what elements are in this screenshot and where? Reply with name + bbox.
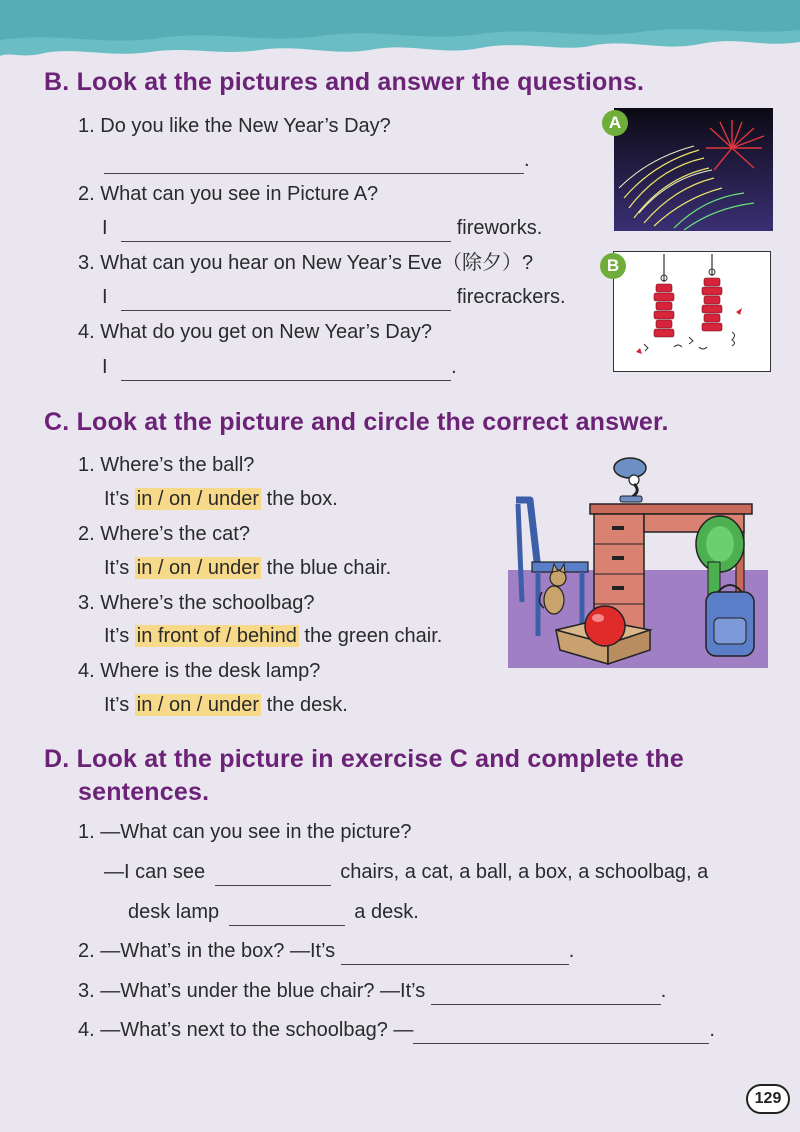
answer-suffix: fireworks. (456, 217, 543, 239)
answer-c1 (104, 485, 338, 513)
question-c4 (78, 657, 320, 685)
question-number: 2. (78, 183, 95, 205)
period: . (524, 149, 530, 171)
question-text: Where’s the schoolbag? (100, 592, 315, 614)
question-number: 4. (78, 660, 95, 682)
section-d-title (44, 743, 684, 775)
answer-blank[interactable] (121, 219, 451, 242)
section-b-heading: Look at the pictures and answer the questions. (76, 68, 645, 96)
question-c3 (78, 589, 314, 617)
answer-blank[interactable] (229, 903, 345, 926)
schoolbag (706, 585, 754, 656)
answer-suffix: the box. (261, 488, 338, 510)
question-number: 4. (78, 1019, 95, 1041)
answer-blank[interactable] (413, 1021, 709, 1044)
question-text: Where’s the cat? (100, 523, 250, 545)
question-text: —What’s under the blue chair? —It’s (100, 980, 426, 1002)
question-number: 3. (78, 252, 95, 274)
answer-c4 (104, 691, 348, 719)
answer-blank[interactable] (121, 288, 451, 311)
section-c-letter: C. (44, 408, 70, 436)
question-b3 (78, 249, 533, 277)
answer-prefix: —I can see (104, 861, 206, 883)
answer-blank[interactable] (104, 151, 524, 174)
answer-blank[interactable] (215, 863, 331, 886)
section-b-title (44, 66, 644, 98)
question-b2 (78, 180, 378, 208)
answer-text: chairs, a cat, a ball, a box, a schoolbag, a (340, 861, 709, 883)
question-number: 1. (78, 454, 95, 476)
question-text: —What can you see in the picture? (100, 821, 412, 843)
desk-lamp (614, 458, 646, 502)
answer-options[interactable]: in / on / under (136, 488, 260, 510)
question-text: —What’s in the box? —It’s (100, 940, 336, 962)
question-text: Where is the desk lamp? (100, 660, 321, 682)
period: . (660, 980, 667, 1002)
firecrackers-image (614, 252, 769, 370)
answer-suffix: the green chair. (298, 625, 443, 647)
answer-options[interactable]: in front of / behind (136, 625, 297, 647)
question-number: 3. (78, 592, 95, 614)
answer-suffix: firecrackers. (456, 286, 566, 308)
question-b4 (78, 318, 432, 346)
fireworks-image (614, 108, 773, 231)
answer-d1-line1 (104, 858, 708, 886)
answer-prefix: It’s (104, 625, 135, 647)
question-d3 (78, 977, 666, 1005)
question-number: 1. (78, 821, 95, 843)
question-number: 2. (78, 523, 95, 545)
answer-c2 (104, 554, 391, 582)
period: . (709, 1019, 715, 1041)
answer-prefix: It’s (104, 488, 135, 510)
question-text: What can you see in Picture A? (100, 183, 379, 205)
answer-options[interactable]: in / on / under (136, 694, 260, 716)
section-d-letter: D. (44, 745, 70, 773)
section-d-title-line2: sentences. (78, 778, 210, 806)
question-text: —What’s next to the schoolbag? — (100, 1019, 414, 1041)
section-b-letter: B. (44, 68, 70, 96)
question-number: 2. (78, 940, 95, 962)
answer-b3 (102, 283, 566, 311)
question-number: 3. (78, 980, 95, 1002)
answer-prefix: It’s (104, 694, 135, 716)
picture-a-fireworks (608, 108, 773, 231)
picture-a-label: A (602, 110, 628, 136)
section-c-heading: Look at the picture and circle the correct answer. (76, 408, 669, 436)
question-text: Where’s the ball? (100, 454, 255, 476)
answer-suffix: the desk. (261, 694, 348, 716)
picture-b-label: B (600, 253, 626, 279)
answer-options[interactable]: in / on / under (136, 557, 260, 579)
question-c1 (78, 451, 254, 479)
question-text: What can you hear on New Year’s Eve（除夕）? (100, 252, 534, 274)
section-c-title (44, 406, 669, 438)
room-scene-picture (508, 452, 768, 668)
period: . (568, 940, 575, 962)
question-d1 (78, 818, 412, 846)
top-decorative-band (0, 0, 800, 64)
question-text: What do you get on New Year’s Day? (100, 321, 432, 343)
question-text: Do you like the New Year’s Day? (100, 115, 391, 137)
question-d2 (78, 937, 574, 965)
answer-b1 (104, 146, 530, 174)
question-number: 4. (78, 321, 95, 343)
answer-blank[interactable] (341, 942, 569, 965)
answer-blank[interactable] (431, 982, 661, 1005)
answer-prefix: I (102, 217, 108, 239)
question-b1 (78, 112, 391, 140)
page-number: 129 (746, 1084, 790, 1114)
question-c2 (78, 520, 250, 548)
answer-c3 (104, 622, 442, 650)
answer-prefix: It’s (104, 557, 135, 579)
section-d-heading-line1: Look at the picture in exercise C and complete the (76, 745, 684, 773)
answer-text: a desk. (354, 901, 419, 923)
answer-text: desk lamp (128, 901, 220, 923)
answer-b4 (102, 353, 457, 381)
answer-prefix: I (102, 356, 108, 378)
picture-b-firecrackers (606, 251, 771, 372)
answer-prefix: I (102, 286, 108, 308)
answer-suffix: the blue chair. (261, 557, 392, 579)
answer-blank[interactable] (121, 358, 451, 381)
question-number: 1. (78, 115, 95, 137)
question-d4 (78, 1016, 715, 1044)
answer-b2 (102, 214, 542, 242)
period: . (451, 356, 457, 378)
answer-d1-line2 (128, 898, 419, 926)
